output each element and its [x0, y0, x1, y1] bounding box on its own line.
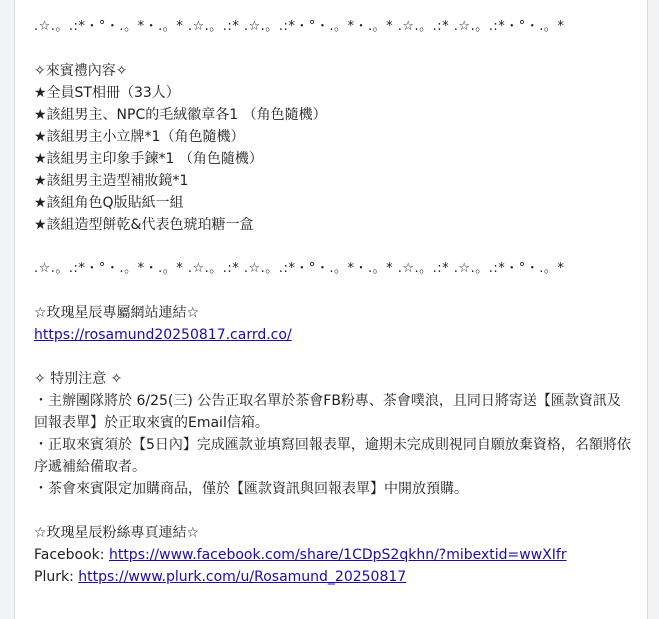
divider-mid: .☆.。.:*・°・.。*・.。* .☆.。.:* .☆.。.:*・°・.。*・.。* .☆.。.:* .☆.。.:*・°・.。* [34, 261, 565, 276]
fan-page-title: ☆玫瑰星辰粉絲專頁連結☆ [34, 525, 200, 541]
gift-item-5: ★該組男主造型補妝鏡*1 [34, 173, 189, 189]
divider-top: .☆.。.:*・°・.。*・.。* .☆.。.:* .☆.。.:*・°・.。*・.。* .☆.。.:* .☆.。.:*・°・.。* [34, 19, 565, 34]
plurk-link[interactable]: https://www.plurk.com/u/Rosamund_20250817 [78, 569, 407, 585]
notice-title: ✧ 特別注意 ✧ [34, 371, 123, 387]
facebook-link[interactable]: https://www.facebook.com/share/1CDpS2qkhn/?mibextid=wwXIfr [108, 547, 567, 563]
site-link[interactable]: https://rosamund20250817.carrd.co/ [34, 327, 292, 343]
notice-item-1: ・主辦團隊將於 6/25(三) 公告正取名單於茶會FB粉專、茶會噗浪，且同日將寄送【匯款資訊及回報表單】於正取來賓的Email信箱。 [34, 393, 621, 431]
post-body [34, 16, 634, 588]
post-card [14, 0, 648, 619]
plurk-row [34, 566, 634, 588]
gift-item-4: ★該組男主印象手鍊*1 （角色隨機） [34, 151, 263, 167]
plurk-label: Plurk: [34, 569, 79, 585]
notice-item-2: ・正取來賓須於【5日內】完成匯款並填寫回報表單，逾期未完成則視同自願放棄資格，名額將依序遞補給備取者。 [34, 437, 631, 475]
site-title: ☆玫瑰星辰專屬網站連結☆ [34, 305, 200, 321]
gift-item-1: ★全員ST相冊（33人） [34, 85, 180, 101]
gift-item-7: ★該組造型餅乾&代表色琥珀糖一盒 [34, 217, 254, 233]
notice-item-3: ・茶會來賓限定加購商品，僅於【匯款資訊與回報表單】中開放預購。 [34, 481, 468, 497]
gift-title: ✧來賓禮內容✧ [34, 63, 128, 79]
gift-item-3: ★該組男主小立牌*1（角色隨機） [34, 129, 245, 145]
gift-item-6: ★該組角色Q版貼紙一組 [34, 195, 184, 211]
gift-item-2: ★該組男主、NPC的毛絨徽章各1 （角色隨機） [34, 107, 327, 123]
facebook-label: Facebook: [34, 547, 109, 563]
facebook-row [34, 544, 634, 566]
